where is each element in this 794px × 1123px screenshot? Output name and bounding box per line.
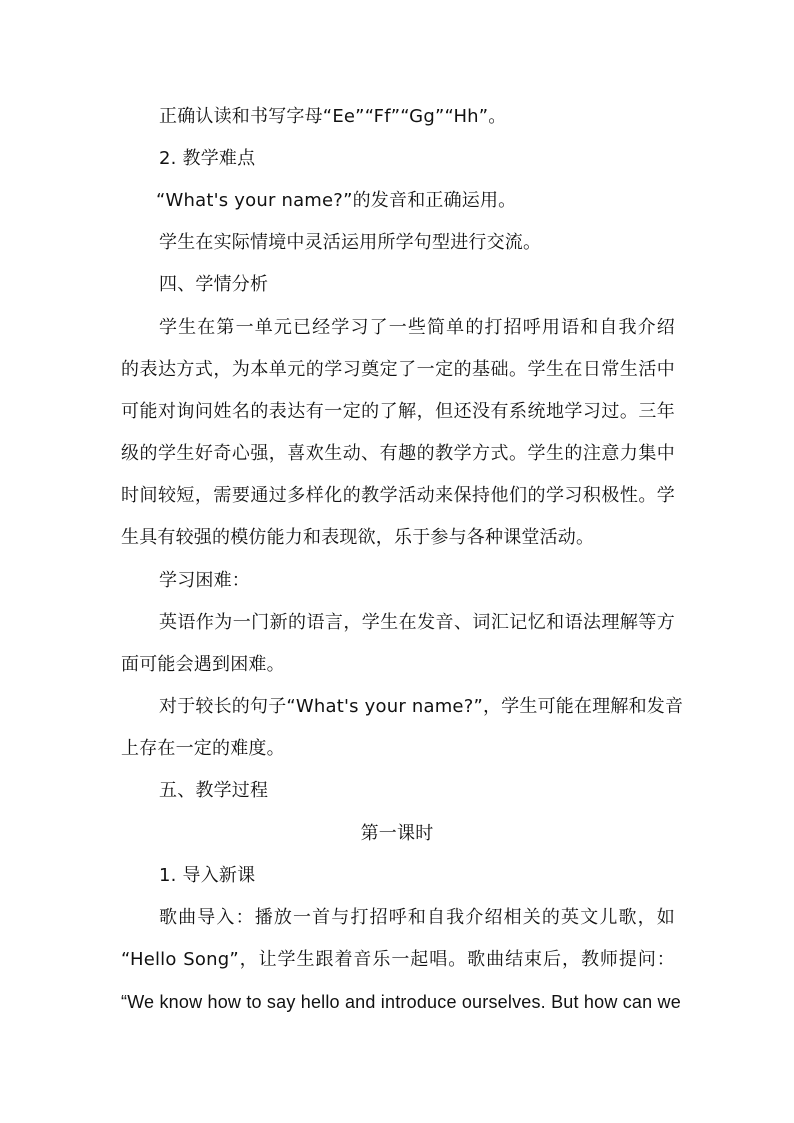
heading-learner-analysis: 四、学情分析 [159, 274, 269, 295]
analysis-paragraph-line: 生具有较强的模仿能力和表现欲，乐于参与各种课堂活动。 [121, 527, 595, 548]
introduction-paragraph-line: “Hello Song”，让学生跟着音乐一起唱。歌曲结束后，教师提问： [121, 949, 675, 970]
learning-difficulty-line: 英语作为一门新的语言，学生在发音、词汇记忆和语法理解等方 [159, 612, 675, 633]
heading-teaching-process: 五、教学过程 [159, 780, 269, 801]
learning-difficulty-line: 面可能会遇到困难。 [121, 654, 285, 675]
lesson-title: 第一课时 [360, 823, 434, 844]
objective-letters-line: 正确认读和书写字母“Ee”“Ff”“Gg”“Hh”。 [159, 106, 507, 127]
analysis-paragraph-line: 的表达方式，为本单元的学习奠定了一定的基础。学生在日常生活中 [121, 359, 675, 380]
analysis-paragraph-line: 学生在第一单元已经学习了一些简单的打招呼用语和自我介绍 [159, 317, 675, 338]
introduction-paragraph-line: 歌曲导入：播放一首与打招呼和自我介绍相关的英文儿歌，如 [159, 907, 675, 928]
learning-difficulty-line: 对于较长的句子“What's your name?”，学生可能在理解和发音 [159, 696, 684, 717]
learning-difficulty-line: 上存在一定的难度。 [121, 738, 285, 759]
analysis-paragraph-line: 时间较短，需要通过多样化的教学活动来保持他们的学习积极性。学 [121, 485, 675, 506]
introduction-paragraph-line: “We know how to say hello and introduce ourselves. But how can we [121, 992, 681, 1012]
analysis-paragraph-line: 级的学生好奇心强，喜欢生动、有趣的教学方式。学生的注意力集中 [121, 443, 675, 464]
difficulty-line-2: 学生在实际情境中灵活运用所学句型进行交流。 [159, 232, 542, 253]
heading-learning-difficulties: 学习困难： [159, 570, 250, 591]
analysis-paragraph-line: 可能对询问姓名的表达有一定的了解，但还没有系统地学习过。三年 [121, 401, 675, 422]
heading-teaching-difficulties: 2. 教学难点 [159, 148, 256, 169]
difficulty-line-1: “What's your name?”的发音和正确运用。 [156, 190, 517, 211]
heading-introduction: 1. 导入新课 [159, 865, 256, 886]
